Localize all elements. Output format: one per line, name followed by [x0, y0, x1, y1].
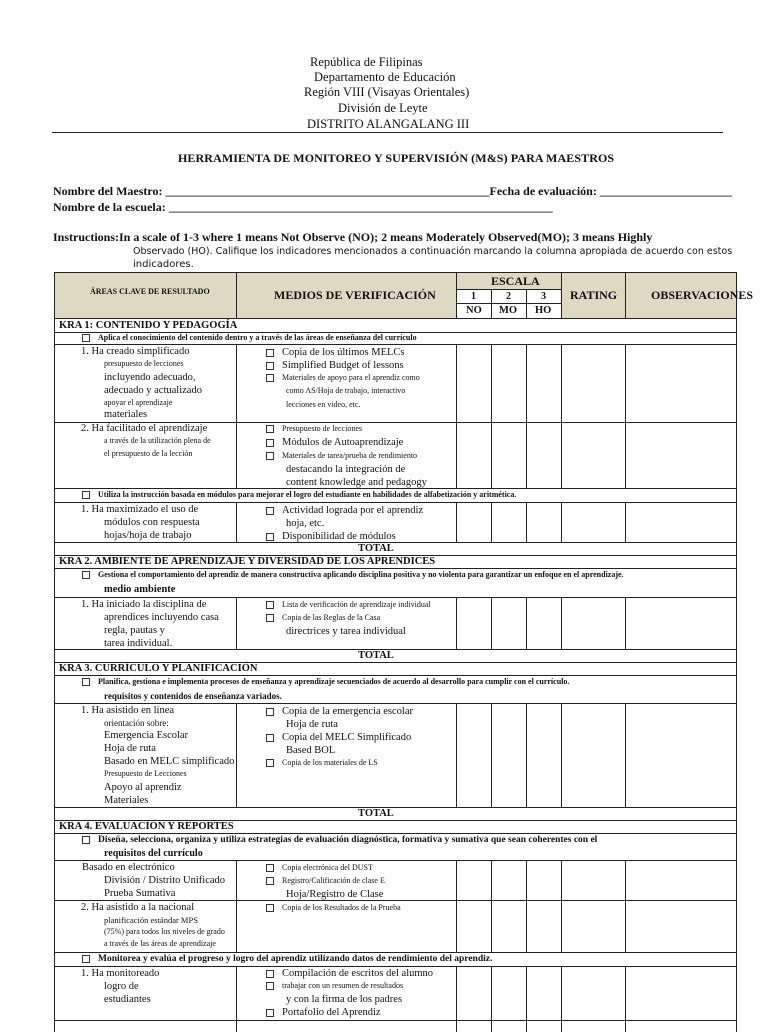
header-escala-cell [456, 272, 562, 290]
kra4-mov3-item1: Compilación de escritos del alumno [266, 968, 433, 979]
kra3-item1-line8: Materiales [104, 795, 149, 806]
kra4-item1-line1: Basado en electrónico [82, 862, 175, 873]
checkbox-icon [266, 734, 274, 742]
kra4-item2-line4: a través de las áreas de aprendizaje [104, 939, 216, 948]
checkbox-icon [266, 708, 274, 716]
scale-no: NO [466, 305, 482, 316]
checkbox-icon [266, 374, 274, 382]
kra3-item1-line2: orientación sobre: [104, 718, 169, 728]
kra1-mov2-item2: Módulos de Autoaprendizaje [266, 437, 403, 448]
kra1-item1-line3: incluyendo adecuado, [104, 372, 196, 383]
kra3-mov1-item5: Copia de los materiales de LS [266, 758, 378, 767]
kra4-mov3-item2: trabajar con un resumen de resultados [266, 981, 403, 990]
kra3-item1-line5: Basado en MELC simplificado [104, 756, 235, 767]
scale-num-2: 2 [506, 291, 511, 302]
kra1-title: KRA 1: CONTENIDO Y PEDAGOGÍA [59, 320, 238, 331]
header-rule [52, 132, 723, 133]
kra3-item1-line4: Hoja de ruta [104, 743, 156, 754]
kra1-item1-line6: materiales [104, 409, 148, 420]
kra4-indicator-cont: requisitos del currículo [104, 848, 203, 859]
kra3-indicator-cont: requisitos y contenidos de enseñanza variados. [104, 691, 282, 701]
kra3-item1-line1: 1. Ha asistido en línea [81, 705, 175, 716]
kra2-item1-line4: tarea individual. [104, 638, 173, 649]
header-line-region: Región VIII (Visayas Orientales) [304, 85, 470, 99]
header-observaciones-label: OBSERVACIONES [651, 288, 754, 302]
kra1-item1-line5: apoyar el aprendizaje [104, 398, 173, 407]
kra2-total: TOTAL [358, 650, 394, 661]
header-medios-cell [236, 272, 457, 319]
kra4-item1-line3: Prueba Sumativa [104, 888, 176, 899]
kra3-mov1-item1: Copia de la emergencia escolar [266, 706, 413, 717]
kra1-item3-line1: 1. Ha maximizado el uso de [81, 504, 199, 515]
kra3-indicator: Planifica, gestiona e implementa procesos de enseñanza y aprendizaje secuenciados de acuerdo al desarrollo para cumplir con el currículo. [82, 677, 569, 686]
evaluation-table [54, 272, 754, 1032]
kra4-mov3-item3: y con la firma de los padres [286, 994, 403, 1005]
kra3-item1-line6: Presupuesto de Lecciones [104, 769, 187, 778]
kra4-indicator: Diseña, selecciona, organiza y utiliza estrategias de evaluación diagnóstica, formativa y sumativa que sean coherentes con el [82, 835, 597, 845]
document-title: HERRAMIENTA DE MONITOREO Y SUPERVISIÓN (M&S) PARA MAESTROS [178, 151, 615, 165]
kra4-mov1-item1: Copia electrónica del DUST [266, 863, 373, 872]
kra1-item1-line1: 1. Ha creado simplificado [81, 346, 190, 357]
checkbox-icon [266, 970, 274, 978]
kra3-item1-line3: Emergencia Escolar [104, 730, 189, 741]
checkbox-icon [266, 362, 274, 370]
kra1-mov3-item2: hoja, etc. [286, 518, 325, 529]
instructions-line2: Observado (HO). Califique los indicadores mencionados a continuación marcando la columna apropiada de acuerdo con estos [133, 246, 733, 257]
kra3-mov1-item4: Based BOL [286, 745, 336, 756]
instructions-line1: Instructions:In a scale of 1-3 where 1 means Not Observe (NO); 2 means Moderately Observed(MO); 3 means Highly [53, 230, 653, 244]
checkbox-icon [266, 614, 274, 622]
header-rating-label: RATING [570, 288, 618, 302]
kra1-item2-line1: 2. Ha facilitado el aprendizaje [81, 423, 208, 434]
scale-mo: MO [499, 305, 518, 316]
header-line-district: DISTRITO ALANGALANG III [307, 117, 470, 131]
kra4-item2-line1: 2. Ha asistido a la nacional [81, 902, 195, 913]
kra1-total: TOTAL [358, 543, 394, 554]
header-line-department: Departamento de Educación [314, 70, 456, 84]
kra1-mov2-item1: Presupuesto de lecciones [266, 424, 362, 433]
checkbox-icon [266, 439, 274, 447]
instructions-line3: indicadores. [133, 259, 194, 270]
scale-ho: HO [535, 305, 552, 316]
kra4-title: KRA 4. EVALUACIÓN Y REPORTES [59, 821, 234, 832]
kra2-title: KRA 2. AMBIENTE DE APRENDIZAJE Y DIVERSIDAD DE LOS APRENDICES [59, 556, 436, 567]
header-areas-cell [54, 272, 237, 319]
kra4-item2-line2: planificación estándar MPS [104, 915, 198, 925]
kra3-mov1-item3: Copia del MELC Simplificado [266, 732, 411, 743]
kra1-item2-line2: a través de la utilización plena de [104, 436, 211, 445]
kra4-item3-line3: estudiantes [104, 994, 151, 1005]
checkbox-icon [266, 759, 274, 767]
checkbox-icon [266, 533, 274, 541]
checkbox-icon [266, 904, 274, 912]
kra4-item1-line2: División / Distrito Unificado [104, 875, 226, 886]
kra4-mov1-item3: Hoja/Registro de Clase [286, 889, 384, 900]
scale-num-1: 1 [471, 291, 476, 302]
kra1-mov2-item4: destacando la integración de [286, 464, 406, 475]
header-medios-label: MEDIOS DE VERIFICACIÓN [274, 288, 436, 302]
kra1-indicator: Aplica el conocimiento del contenido dentro y a través de las áreas de enseñanza del currículo [82, 333, 417, 342]
kra2-indicator: Gestiona el comportamiento del aprendiz de manera constructiva aplicando disciplina positiva y no violenta para garantizar un enfoque en el aprendizaje. [82, 570, 624, 579]
checkbox-icon [266, 349, 274, 357]
kra1-mov1-item5: lecciones en video, etc. [286, 400, 361, 409]
kra1-mov1-item4: como AS/Hoja de trabajo, interactivo [286, 386, 406, 395]
checkbox-icon [82, 334, 90, 342]
kra4-item3-line2: logro de [104, 981, 139, 992]
kra3-item1-line7: Apoyo al aprendiz [104, 782, 182, 793]
checkbox-icon [82, 836, 90, 844]
teacher-name-field[interactable]: Nombre del Maestro: ______________________________________________________Fecha de evaluación: ______________________ [53, 184, 732, 198]
checkbox-icon [266, 601, 274, 609]
header-observaciones-cell [625, 272, 754, 319]
checkbox-icon [82, 571, 90, 579]
kra1-mov1-item2: Simplified Budget of lessons [266, 360, 404, 371]
header-rating-cell [561, 272, 626, 319]
kra1-item3-line2: módulos con respuesta [104, 517, 200, 528]
header-areas-label: ÁREAS CLAVE DE RESULTADO [90, 287, 210, 296]
header-line-country: República de Filipinas [310, 55, 423, 69]
scale-num-3: 3 [541, 291, 546, 302]
kra2-item1-line2: aprendices incluyendo casa [104, 612, 219, 623]
kra2-mov1-item3: directrices y tarea individual [286, 626, 406, 637]
kra4-item3-line1: 1. Ha monitoreado [81, 968, 160, 979]
checkbox-icon [82, 678, 90, 686]
checkbox-icon [82, 955, 90, 963]
kra4-mov2-item1: Copia de los Resultados de la Prueba [266, 903, 401, 912]
kra2-indicator-cont: medio ambiente [104, 584, 176, 595]
kra2-item1-line1: 1. Ha iniciado la disciplina de [81, 599, 207, 610]
checkbox-icon [266, 877, 274, 885]
kra2-item1-line3: regla, pautas y [104, 625, 165, 636]
kra3-title: KRA 3. CURRÍCULO Y PLANIFICACIÓN [59, 663, 258, 674]
checkbox-icon [266, 1009, 274, 1017]
kra1-item3-line3: hojas/hoja de trabajo [104, 530, 192, 541]
kra4-mov3-item4: Portafolio del Aprendiz [266, 1007, 381, 1018]
school-name-field[interactable]: Nombre de la escuela: ________________________________________________________________ [53, 200, 553, 214]
kra1-item1-line2: presupuesto de lecciones [104, 359, 184, 368]
kra1-mov2-item3: Materiales de tarea/prueba de rendimiento [266, 451, 417, 460]
header-escala-label: ESCALA [491, 274, 540, 288]
kra1-mov3-item3: Disponibilidad de módulos [266, 531, 396, 542]
kra3-total: TOTAL [358, 808, 394, 819]
kra4-indicator2: Monitorea y evalúa el progreso y logro del aprendiz utilizando datos de rendimiento del aprendiz. [82, 954, 492, 964]
checkbox-icon [266, 425, 274, 433]
checkbox-icon [266, 864, 274, 872]
kra1-mov1-item3: Materiales de apoyo para el aprendiz como [266, 373, 420, 382]
checkbox-icon [266, 507, 274, 515]
kra2-mov1-item2: Copia de las Reglas de la Casa [266, 613, 380, 622]
kra3-mov1-item2: Hoja de ruta [286, 719, 338, 730]
kra1-indicator2: Utiliza la instrucción basada en módulos para mejorar el logro del estudiante en habilidades de alfabetización y aritmética. [82, 490, 516, 499]
checkbox-icon [266, 982, 274, 990]
kra1-item2-line3: el presupuesto de la lección [104, 449, 193, 458]
kra1-mov3-item1: Actividad lograda por el aprendiz [266, 505, 423, 516]
checkbox-icon [266, 452, 274, 460]
header-line-division: División de Leyte [338, 101, 428, 115]
kra4-mov1-item2: Registro/Calificación de clase E [266, 876, 385, 885]
kra1-mov2-item5: content knowledge and pedagogy [286, 477, 427, 488]
kra4-item2-line3: (75%) para todos los niveles de grado [104, 927, 225, 936]
kra2-mov1-item1: Lista de verificación de aprendizaje individual [266, 600, 431, 609]
kra1-item1-line4: adecuado y actualizado [104, 385, 202, 396]
checkbox-icon [82, 491, 90, 499]
kra1-mov1-item1: Copia de los últimos MELCs [266, 347, 405, 358]
